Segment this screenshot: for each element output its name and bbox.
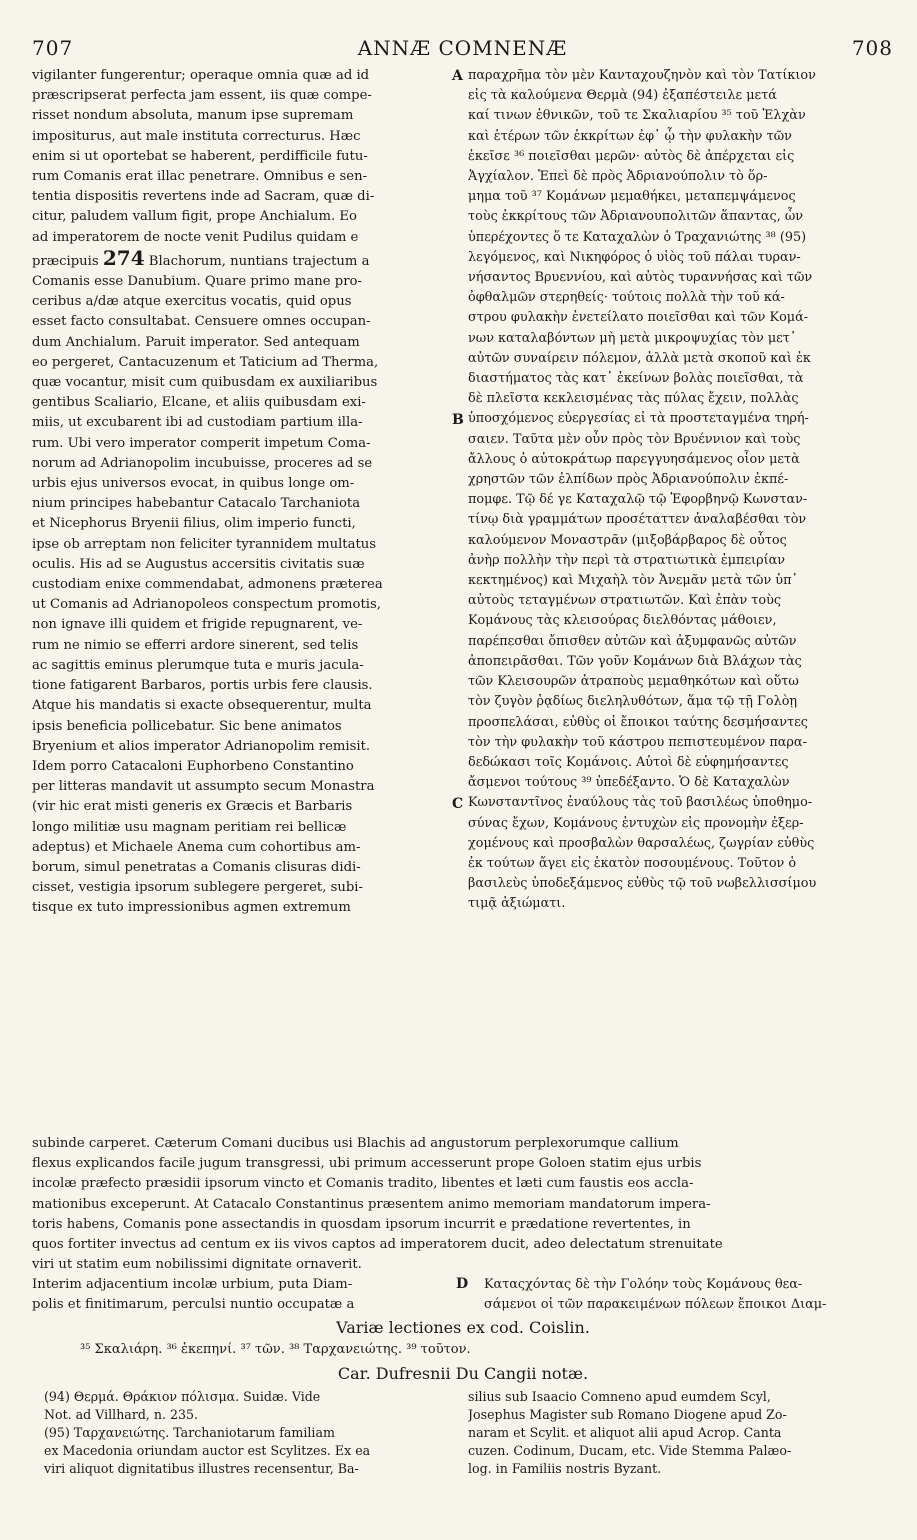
latin-line: rum. Ubi vero imperator comperit impetum Coma- — [32, 435, 371, 451]
greek-line: χομένους καὶ προσβαλὼν θαρσαλέως, ζωγρίαν εὐθὺς — [468, 835, 815, 851]
note-line: naram et Scylit. et aliquot alii apud Acrop. Canta — [468, 1425, 782, 1440]
full-line: flexus explicandos facile jugum transgressi, ubi primum accesserunt prope Goloen statim ejus urbis — [32, 1156, 702, 1172]
greek-line: Κωνσταντῖνος ἐναύλους τὰς τοῦ βασιλέως ὑποθημο- — [468, 795, 813, 811]
latin-line: adeptus) et Michaele Anema cum cohortibus am- — [32, 839, 361, 855]
note-line: viri aliquot dignitatibus illustres recensentur, Ba- — [44, 1461, 359, 1476]
greek-line: μημα τοῦ ³⁷ Κομάνων μεμαθήκει, μεταπεμψάμενος — [468, 189, 796, 205]
latin-line: urbis ejus universos evocat, in quibus longe om- — [32, 476, 355, 492]
greek-line: ὑποσχόμενος εὐεργεσίας εἰ τὰ προστεταγμένα τηρή- — [468, 411, 809, 427]
greek-line: τίνῳ διὰ γραμμάτων προσέταττεν ἀναλαβέσθαι τὸν — [468, 512, 807, 528]
greek-line: στρου φυλακὴν ἐνετείλατο ποιεῖσθαι καὶ τῶν Κομά- — [468, 310, 809, 326]
full-line: subinde carperet. Cæterum Comani ducibus usi Blachis ad angustorum perplexorumque callium — [32, 1136, 679, 1151]
latin-line: vigilanter fungerentur; operaque omnia quæ ad id — [32, 68, 370, 83]
latin-line: Idem porro Catacaloni Euphorbeno Constantino — [32, 758, 354, 774]
latin-line: rum Comanis erat illac penetrare. Omnibus e sen- — [32, 169, 368, 185]
greek-line: διαστήματος τὰς κατ᾽ ἐκείνων βολὰς ποιεῖσθαι, τὰ — [468, 371, 804, 387]
greek-line: ὑπερέχοντες ὅ τε Καταχαλὼν ὁ Τραχανιώτης ³⁸ (95) — [468, 229, 807, 245]
greek-line: τῶν Κλεισουρῶν ἀτραποὺς μεμαθηκότων καὶ οὕτω — [468, 674, 799, 690]
latin-line: per litteras mandavit ut assumpto secum Monastra — [32, 779, 375, 795]
greek-line: ἀποπειρᾶσθαι. Τῶν γοῦν Κομάνων διὰ Βλάχων τὰς — [468, 653, 802, 669]
latin-line: tentia dispositis revertens inde ad Sacram, quæ di- — [32, 189, 375, 205]
greek-line: Κομάνους τὰς κλεισούρας διελθόντας μάθοιεν, — [468, 613, 777, 629]
greek-line: ἐκ τούτων ἄγει εἰς ἑκατὸν ποσουμένους. Τοῦτον ὁ — [468, 855, 797, 871]
full-line: mationibus exceperunt. At Catacalo Constantinus præsentem animo memoriam mandatorum impera- — [32, 1196, 711, 1212]
latin-line: oculis. His ad se Augustus accersitis civitatis suæ — [32, 556, 365, 572]
latin-line: miis, ut excubarent ibi ad custodiam partium illa- — [32, 415, 363, 431]
full-line: toris habens, Comanis pone assectandis in quosdam ipsorum incurrit e prædatione revertentes, in — [32, 1216, 691, 1232]
latin-line: cisset, vestigia ipsorum sublegere pergeret, subi- — [32, 880, 363, 896]
latin-line: risset nondum absoluta, manum ipse supremam — [32, 108, 354, 124]
greek-line: πομφε. Τῷ δέ γε Καταχαλῷ τῷ Ἐφορβηνῷ Κωνσταν- — [468, 492, 808, 508]
latin-line: non ignave illi quidem et frigide repugnarent, ve- — [32, 617, 363, 633]
full-width-paragraph — [32, 1134, 894, 1275]
note-line: Not. ad Villhard, n. 235. — [44, 1407, 199, 1422]
greek-line: τοὺς ἐκκρίτους τῶν Ἀδριανουπολιτῶν ἅπαντας, ὧν — [468, 209, 804, 225]
greek-line: λεγόμενος, καὶ Νικηφόρος ὁ υἱὸς τοῦ πάλαι τυραν- — [468, 249, 801, 265]
greek-line: νήσαντος Βρυεννίου, καὶ αὐτὸς τυραννήσας καὶ τῶν — [468, 270, 813, 286]
greek-line: παρέπεσθαι ὄπισθεν αὐτῶν καὶ ἀξυμφανῶς αὐτῶν — [468, 633, 797, 649]
latin-line: longo militiæ usu magnam peritiam rei bellicæ — [32, 819, 347, 835]
greek-line: τὸν ζυγὸν ῥᾳδίως διεληλυθότων, ἅμα τῷ τῇ Γολὸῃ — [468, 694, 798, 710]
latin-line: citur, paludem vallum figit, prope Anchialum. Eo — [32, 209, 357, 225]
greek-line: ἄλλους ὁ αὐτοκράτωρ παρεγγυησάμενος οἷον μετὰ — [468, 451, 800, 467]
latin-line: Interim adjacentium incolæ urbium, puta Diam- — [32, 1277, 353, 1292]
greek-line: εἰς τὰ καλούμενα Θερμὰ (94) ἐξαπέστειλε μετά — [468, 88, 777, 104]
variae-lectiones-title: Variæ lectiones ex cod. Coislin. — [336, 1318, 590, 1337]
full-line: incolæ præfecto præsidii ipsorum vincto et Comanis tradito, libentes et læti cum faustis eos accla- — [32, 1176, 694, 1192]
notes-title: Car. Dufresnii Du Cangii notæ. — [337, 1364, 589, 1383]
greek-column — [468, 66, 894, 915]
bottom-latin-lines — [32, 1275, 442, 1315]
latin-line: ac sagittis eminus plerumque tuta e muris jacula- — [32, 657, 364, 673]
latin-line: præcipuis 274 Blachorum, nuntians trajectum a — [32, 247, 370, 270]
parallel-columns — [32, 66, 894, 1132]
latin-line: esset facto consultabat. Censuere omnes occupan- — [32, 314, 371, 330]
greek-line: σαιεν. Ταῦτα μὲν οὖν πρὸς τὸν Βρυέννιον καὶ τοὺς — [468, 431, 801, 447]
greek-line: ὀφθαλμῶν στερηθείς· τούτοις πολλὰ τὴν τοῦ κά- — [468, 290, 785, 306]
greek-line: ἄσμενοι τούτους ³⁹ ὑπεδέξαντο. Ὁ δὲ Καταχαλὼν — [468, 775, 790, 791]
greek-line: τὸν τὴν φυλακὴν τοῦ κάστρου πεπιστευμένον παρα- — [468, 734, 807, 750]
inline-page-number: 274 — [102, 247, 145, 270]
greek-line: τιμᾷ ἀξιώματι. — [468, 896, 566, 912]
latin-line: eo pergeret, Cantacuzenum et Taticium ad Therma, — [32, 354, 379, 370]
greek-line: ἀνὴρ πολλὴν τὴν περὶ τὰ στρατιωτικὰ ἐμπειρίαν — [468, 552, 786, 568]
note-line: (94) Θερμά. Θράκιον πόλισμα. Suidæ. Vide — [44, 1389, 321, 1404]
notes-right-column — [468, 1388, 888, 1478]
notes-left-column — [44, 1388, 454, 1478]
latin-line: enim si ut oportebat se haberent, perdifficile futu- — [32, 148, 368, 164]
latin-line: ipse ob arreptam non feliciter tyrannidem multatus — [32, 536, 377, 552]
greek-line: αὐτῶν συναίρειν πόλεμον, ἀλλὰ μετὰ σκοποῦ καὶ ἐκ — [468, 350, 811, 366]
greek-line: σάμενοι οἱ τῶν παρακειμένων πόλεων ἔποικοι Διαμ- — [484, 1297, 827, 1313]
note-line: log. in Familiis nostris Byzant. — [468, 1461, 662, 1476]
latin-column — [32, 66, 442, 919]
margin-marker-d: D — [456, 1276, 469, 1292]
greek-line: καί τινων ἐθνικῶν, τοῦ τε Σκαλιαρίου ³⁵ τοῦ Ἐλχὰν — [468, 108, 806, 124]
note-line: Josephus Magister sub Romano Diogene apud Zo- — [468, 1407, 787, 1422]
full-line: quos fortiter invectus ad centum ex iis vivos captos ad imperatorem ducit, adeo delectatum strenuitate — [32, 1237, 723, 1253]
variae-lectiones-text: ³⁵ Σκαλιάρη. ³⁶ ἐκεπηνί. ³⁷ τῶν. ³⁸ Ταρχανειώτης. ³⁹ τοῦτον. — [80, 1342, 471, 1357]
greek-line: Ἀγχίαλον. Ἐπεὶ δὲ πρὸς Ἀδριανούπολιν τὸ ὅρ- — [468, 169, 768, 185]
latin-line: norum ad Adrianopolim incubuisse, proceres ad se — [32, 455, 373, 471]
latin-line: ipsis beneficia pollicebatur. Sic bene animatos — [32, 718, 342, 734]
latin-line: ut Comanis ad Adrianopoleos conspectum promotis, — [32, 597, 381, 613]
greek-line: χρηστῶν τῶν ἐλπίδων πρὸς Ἀδριανούπολιν ἐκπέ- — [468, 472, 789, 488]
running-title: ANNÆ COMNENÆ — [357, 36, 568, 60]
greek-line: αὐτοὺς τεταγμένων στρατιωτῶν. Καὶ ἐπὰν τοὺς — [468, 593, 782, 609]
latin-line: ceribus a/dæ atque exercitus vocatis, quid opus — [32, 294, 352, 310]
margin-marker-a: A — [452, 68, 463, 84]
greek-line: σύνας ἔχων, Κομάνους ἐντυχὼν εἰς προνομὴν ἐξερ- — [468, 815, 804, 831]
note-line: cuzen. Codinum, Ducam, etc. Vide Stemma Palæo- — [468, 1443, 792, 1458]
latin-line: tisque ex tuto impressionibus agmen extremum — [32, 900, 351, 916]
page-number-right: 708 — [851, 36, 893, 60]
greek-line: ἐκεῖσε ³⁶ ποιεῖσθαι μερῶν· αὐτὸς δὲ ἀπέρχεται εἰς — [468, 148, 795, 164]
latin-line: tione fatigarent Barbaros, portis urbis fere clausis. — [32, 678, 373, 694]
latin-line: rum ne nimio se efferri ardore sinerent, sed telis — [32, 637, 359, 653]
greek-line: νων καταλαβόντων μὴ μετὰ μικροψυχίας τὸν μετ᾽ — [468, 330, 797, 346]
margin-marker-c: C — [452, 796, 464, 812]
latin-line: (vir hic erat misti generis ex Græcis et Barbaris — [32, 799, 353, 815]
bottom-greek-lines — [484, 1275, 894, 1315]
page-header — [32, 36, 893, 60]
latin-line: nium principes habebantur Catacalo Tarchaniota — [32, 496, 361, 512]
greek-line: δεδώκασι τοῖς Κομάνοις. Αὐτοὶ δὲ εὐφημήσαντες — [468, 754, 789, 770]
latin-line: ad imperatorem de nocte venit Pudilus quidam e — [32, 229, 359, 245]
greek-line: Καταςχόντας δὲ τὴν Γολόην τοὺς Κομάνους θεα- — [484, 1277, 803, 1292]
greek-line: δὲ πλεῖστα κεκλεισμένας τὰς πύλας ἔχειν, πολλὰς — [468, 391, 799, 407]
latin-line: impositurus, aut male instituta correcturus. Hæc — [32, 128, 361, 144]
note-line: ex Macedonia oriundam auctor est Scylitzes. Ex ea — [44, 1443, 371, 1458]
latin-line: Atque his mandatis si exacte obsequerentur, multa — [32, 698, 372, 714]
latin-line: dum Anchialum. Paruit imperator. Sed antequam — [32, 334, 360, 350]
latin-line: custodiam enixe commendabat, admonens præterea — [32, 577, 383, 593]
margin-marker-b: B — [452, 412, 464, 428]
greek-line: παραχρῆμα τὸν μὲν Κανταχουζηνὸν καὶ τὸν Τατίκιον — [468, 68, 816, 83]
latin-line: borum, simul penetratas a Comanis clisuras didi- — [32, 859, 361, 875]
latin-line: præscripserat perfecta jam essent, iis quæ compe- — [32, 88, 372, 104]
greek-line: κεκτημένος) καὶ Μιχαὴλ τὸν Ἀνεμᾶν μετὰ τῶν ὑπ᾽ — [468, 573, 798, 589]
page-number-left: 707 — [32, 36, 74, 60]
greek-line: καὶ ἑτέρων τῶν ἐκκρίτων ἐφ᾽ ᾧ τὴν φυλακὴν τῶν — [468, 128, 792, 144]
greek-line: προσπελάσαι, εὐθὺς οἱ ἔποικοι ταύτης δεσμήσαντες — [468, 714, 808, 730]
latin-line: gentibus Scaliario, Elcane, et aliis quibusdam exi- — [32, 395, 366, 411]
latin-line: Bryenium et alios imperator Adrianopolim remisit. — [32, 738, 371, 754]
latin-line: Comanis esse Danubium. Quare primo mane pro- — [32, 274, 362, 290]
note-line: silius sub Isaacio Comneno apud eumdem Scyl, — [468, 1389, 771, 1404]
greek-line: βασιλεὺς ὑποδεξάμενος εὐθὺς τῷ τοῦ νωβελλισσίμου — [468, 876, 817, 892]
note-line: (95) Ταρχανειώτης. Tarchaniotarum familiam — [44, 1425, 335, 1440]
greek-line: καλούμενον Μοναστρᾶν (μιξοβάρβαρος δὲ οὗτος — [468, 532, 787, 548]
full-line: viri ut statim eum nobilissimi dignitate ornaverit. — [32, 1257, 362, 1273]
latin-line: quæ vocantur, misit cum quibusdam ex auxiliaribus — [32, 375, 378, 391]
latin-line: et Nicephorus Bryenii filius, olim imperio functi, — [32, 516, 356, 532]
latin-line: polis et finitimarum, perculsi nuntio occupatæ a — [32, 1297, 355, 1313]
